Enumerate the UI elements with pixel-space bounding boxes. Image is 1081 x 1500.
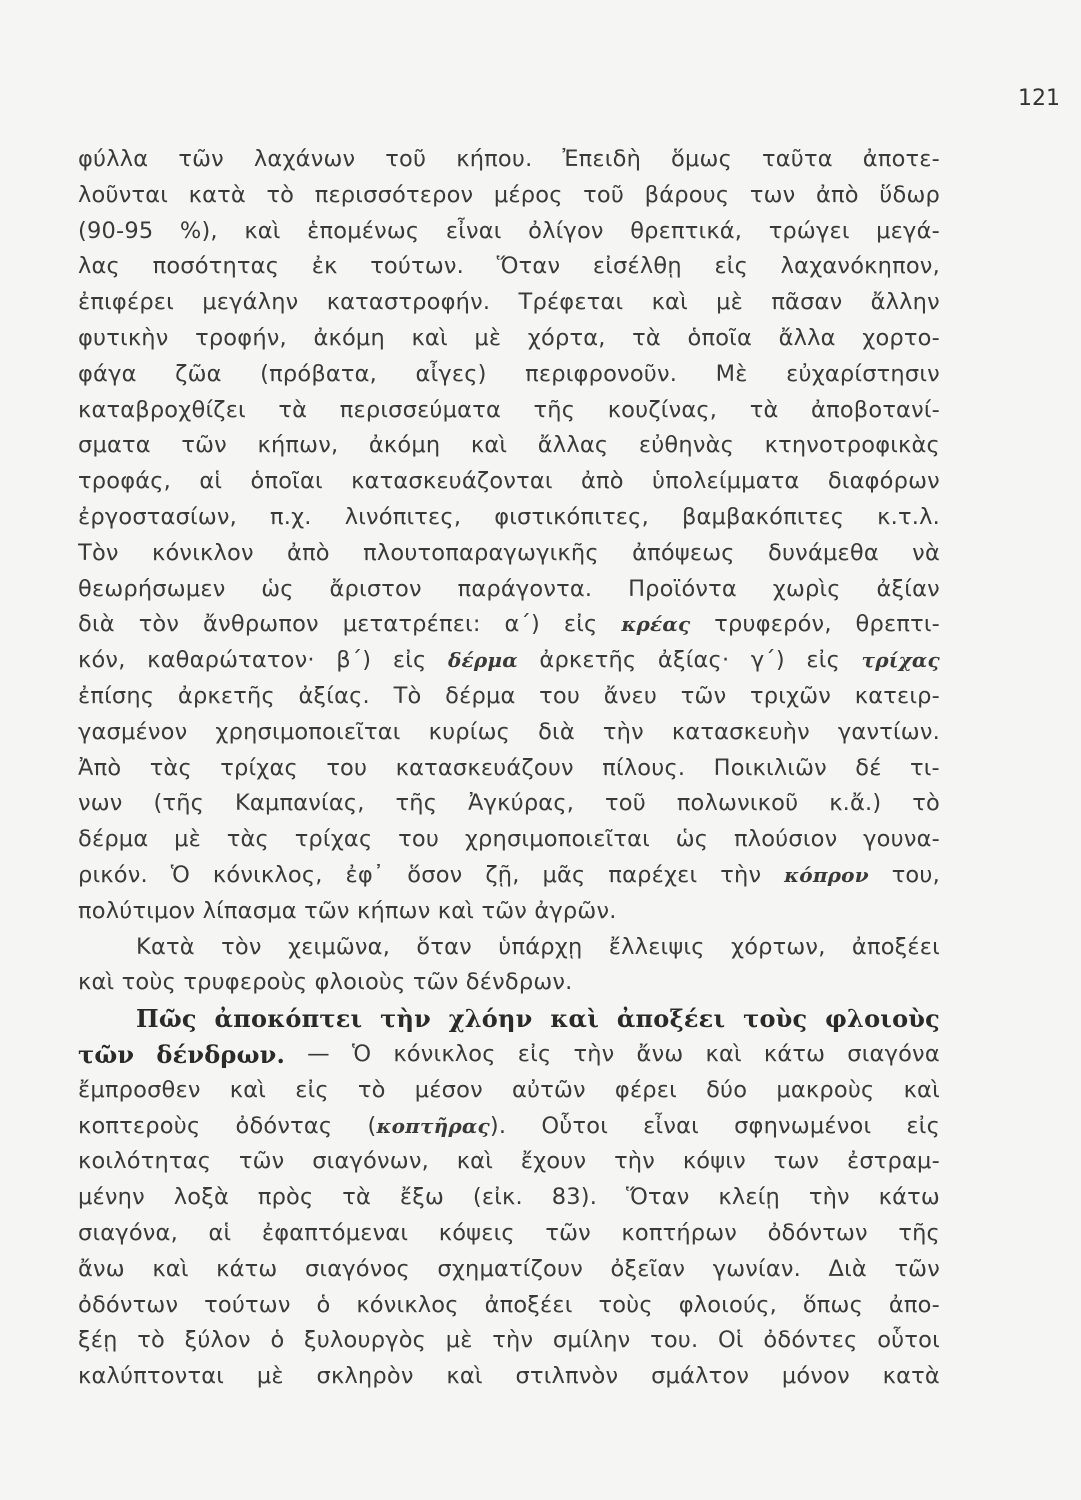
paragraph	[78, 1001, 940, 1395]
text-line: ὀδόντων τούτων ὁ κόνικλος ἀποξέει τοὺς φλοιούς, ὅπως ἀπο-	[78, 1291, 940, 1318]
emphasized-term: δέρμα	[448, 648, 518, 673]
text-line: φυτικὴν τροφήν, ἀκόμη καὶ μὲ χόρτα, τὰ ὁποῖα ἄλλα χορτο-	[78, 324, 940, 351]
text-line: (90-95 %), καὶ ἑπομένως εἶναι ὀλίγον θρεπτικά, τρώγει μεγά-	[78, 217, 940, 244]
text-line: κοπτεροὺς ὀδόντας (κοπτῆρας). Οὗτοι εἶναι σφηνωμένοι εἰς	[78, 1112, 940, 1139]
text-line: δέρμα μὲ τὰς τρίχας του χρησιμοποιεῖται ὡς πλούσιον γουνα-	[78, 826, 940, 853]
text-line: ρικόν. Ὁ κόνικλος, ἐφ᾽ ὅσον ζῇ, μᾶς παρέχει τὴν κόπρον του,	[78, 861, 940, 888]
text-line: καὶ τοὺς τρυφεροὺς φλοιοὺς τῶν δένδρων.	[78, 969, 573, 996]
emphasized-term: κόπρον	[784, 862, 869, 887]
emphasized-term: κοπτῆρας	[376, 1113, 490, 1138]
section-heading: ἀποκόπτει	[214, 1004, 363, 1034]
section-heading: χλόην	[448, 1004, 533, 1034]
text-line: διὰ τὸν ἄνθρωπον μετατρέπει: α΄) εἰς κρέας τρυφερόν, θρεπτι-	[78, 611, 940, 638]
page-number: 121	[1018, 86, 1060, 111]
text-line: σματα τῶν κήπων, ἀκόμη καὶ ἄλλας εὐθηνὰς κτηνοτροφικὰς	[78, 432, 940, 459]
emphasized-term: κρέας	[621, 612, 691, 637]
section-heading: δένδρων.	[156, 1039, 286, 1069]
section-heading: φλοιοὺς	[825, 1004, 940, 1034]
body-text	[78, 142, 940, 1395]
text-line: πολύτιμον λίπασμα τῶν κήπων καὶ τῶν ἀγρῶν.	[78, 897, 617, 924]
section-heading: τῶν	[78, 1039, 135, 1069]
text-line: καλύπτονται μὲ σκληρὸν καὶ στιλπνὸν σμάλτον μόνον κατὰ	[78, 1363, 940, 1390]
text-line: ἔμπροσθεν καὶ εἰς τὸ μέσον αὐτῶν φέρει δύο μακροὺς καὶ	[78, 1076, 940, 1103]
text-line: σιαγόνα, αἱ ἐφαπτόμεναι κόψεις τῶν κοπτήρων ὀδόντων τῆς	[78, 1219, 940, 1246]
text-line: φάγα ζῶα (πρόβατα, αἶγες) περιφρονοῦν. Μὲ εὐχαρίστησιν	[78, 360, 940, 387]
text-line: λοῦνται κατὰ τὸ περισσότερον μέρος τοῦ βάρους των ἀπὸ ὕδωρ	[78, 181, 940, 208]
text-line: Ἀπὸ τὰς τρίχας του κατασκευάζουν πίλους. Ποικιλιῶν δέ τι-	[78, 754, 940, 781]
text-line: Κατὰ τὸν χειμῶνα, ὅταν ὑπάρχῃ ἔλλειψις χόρτων, ἀποξέει	[136, 933, 940, 960]
paragraph	[78, 930, 940, 1002]
text-line: μένην λοξὰ πρὸς τὰ ἔξω (εἰκ. 83). Ὅταν κλείῃ τὴν κάτω	[78, 1184, 940, 1211]
text-line: λας ποσότητας ἐκ τούτων. Ὅταν εἰσέλθῃ εἰς λαχανόκηπον,	[78, 253, 940, 280]
emphasized-term: τρίχας	[861, 648, 940, 673]
section-heading: Πῶς	[136, 1004, 197, 1034]
text-line: γασμένον χρησιμοποιεῖται κυρίως διὰ τὴν κατασκευὴν γαντίων.	[78, 718, 940, 745]
text-line: κόν, καθαρώτατον· β΄) εἰς δέρμα ἀρκετῆς ἀξίας· γ΄) εἰς τρίχας	[78, 647, 940, 674]
section-heading: ἀποξέει	[616, 1004, 726, 1034]
text-line: θεωρήσωμεν ὡς ἄριστον παράγοντα. Προϊόντα χωρὶς ἀξίαν	[78, 575, 940, 602]
paragraph	[78, 142, 940, 930]
section-heading: τοὺς	[743, 1004, 808, 1034]
text-line: ἄνω καὶ κάτω σιαγόνος σχηματίζουν ὀξεῖαν γωνίαν. Διὰ τῶν	[78, 1255, 940, 1282]
text-line: φύλλα τῶν λαχάνων τοῦ κήπου. Ἐπειδὴ ὅμως ταῦτα ἀποτε-	[78, 146, 940, 172]
text-line: τροφάς, αἱ ὁποῖαι κατασκευάζονται ἀπὸ ὑπολείμματα διαφόρων	[78, 468, 940, 495]
text-line: Τὸν κόνικλον ἀπὸ πλουτοπαραγωγικῆς ἀπόψεως δυνάμεθα νὰ	[78, 539, 940, 566]
section-heading: τὴν	[380, 1004, 431, 1034]
text-line: ἐπιφέρει μεγάλην καταστροφήν. Τρέφεται καὶ μὲ πᾶσαν ἄλλην	[78, 289, 940, 316]
section-heading: καὶ	[550, 1004, 600, 1034]
text-line: τῶν δένδρων. — Ὁ κόνικλος εἰς τὴν ἄνω καὶ κάτω σιαγόνα	[78, 1039, 940, 1069]
text-line: νων (τῆς Καμπανίας, τῆς Ἀγκύρας, τοῦ πολωνικοῦ κ.ἄ.) τὸ	[78, 790, 940, 817]
text-line	[78, 1001, 940, 1037]
text-line: ἐργοστασίων, π.χ. λινόπιτες, φιστικόπιτες, βαμβακόπιτες κ.τ.λ.	[78, 503, 940, 530]
text-line: ξέῃ τὸ ξύλον ὁ ξυλουργὸς μὲ τὴν σμίλην του. Οἱ ὀδόντες οὗτοι	[78, 1327, 940, 1354]
text-line: καταβροχθίζει τὰ περισσεύματα τῆς κουζίνας, τὰ ἀποβοτανί-	[78, 396, 940, 423]
text-line: ἐπίσης ἀρκετῆς ἀξίας. Τὸ δέρμα του ἄνευ τῶν τριχῶν κατειρ-	[78, 682, 940, 709]
text-line: κοιλότητας τῶν σιαγόνων, καὶ ἔχουν τὴν κόψιν των ἐστραμ-	[78, 1148, 940, 1175]
